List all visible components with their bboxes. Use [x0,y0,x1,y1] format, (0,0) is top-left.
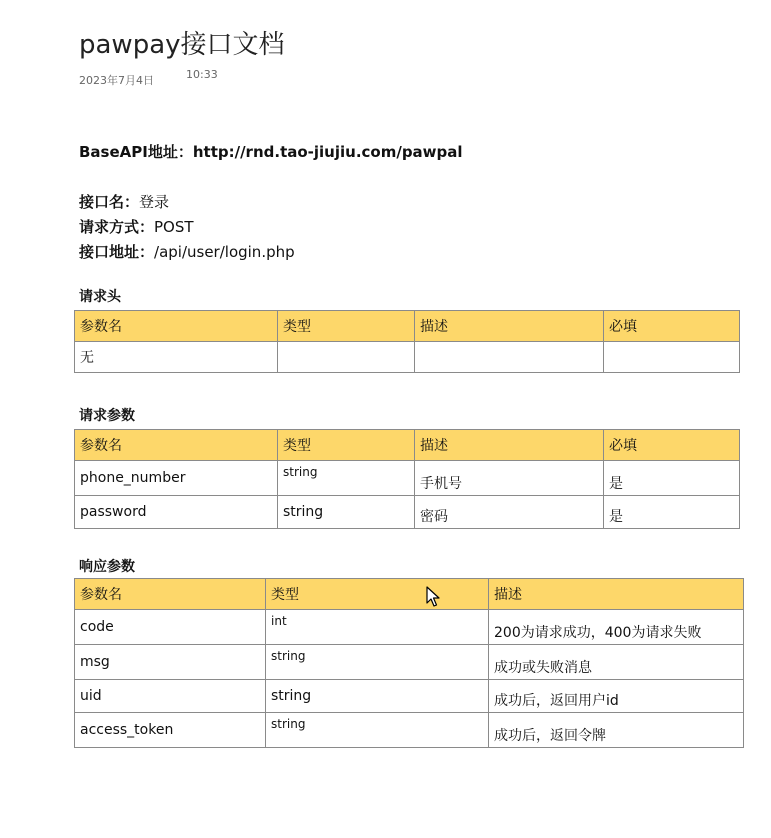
table-row [75,342,740,373]
table-cell [415,342,604,373]
table-row [75,610,744,645]
request-headers-title: 请求头 [79,289,121,305]
request-params-title: 请求参数 [79,408,135,424]
table-row [75,461,740,496]
table-cell: 是 [604,461,740,496]
table-cell: 密码 [415,496,604,529]
table-cell: 成功或失败消息 [489,645,744,680]
base-api-label: BaseAPI地址： [79,143,193,161]
request-method-line [79,216,194,237]
table-cell: phone_number [75,461,278,496]
page-title: pawpay接口文档 [79,30,285,60]
interface-name-line [79,191,169,212]
column-header: 参数名 [75,430,278,461]
table-cell: 200为请求成功，400为请求失败 [489,610,744,645]
table-cell: 无 [75,342,278,373]
response-params-table [74,578,744,748]
request-headers-table [74,310,740,373]
table-cell: 是 [604,496,740,529]
table-cell: 成功后，返回令牌 [489,713,744,748]
base-api-line [79,141,463,162]
interface-path-line [79,241,295,262]
table-cell: msg [75,645,266,680]
interface-path-label: 接口地址： [79,243,155,261]
table-cell [604,342,740,373]
table-cell [278,342,415,373]
table-cell: access_token [75,713,266,748]
table-header-row [75,579,744,610]
table-cell: password [75,496,278,529]
document-date: 2023年7月4日 [79,74,154,87]
column-header: 描述 [415,311,604,342]
table-row [75,645,744,680]
table-row [75,496,740,529]
base-api-url: http://rnd.tao-jiujiu.com/pawpal [192,143,463,161]
column-header: 描述 [489,579,744,610]
document-time: 10:33 [186,68,218,81]
interface-path-value: /api/user/login.php [154,243,295,261]
column-header: 参数名 [75,311,278,342]
table-cell: uid [75,680,266,713]
interface-name-label: 接口名： [79,193,140,211]
mouse-pointer-icon [426,586,440,608]
table-header-row [75,311,740,342]
response-params-title: 响应参数 [79,559,135,575]
table-cell: string [278,496,415,529]
table-cell: string [266,645,489,680]
column-header: 描述 [415,430,604,461]
column-header: 必填 [604,430,740,461]
column-header: 参数名 [75,579,266,610]
table-cell: int [266,610,489,645]
table-cell: string [278,461,415,496]
request-params-table [74,429,740,529]
table-cell: 手机号 [415,461,604,496]
table-row [75,680,744,713]
request-method-label: 请求方式： [79,218,155,236]
column-header: 类型 [278,311,415,342]
request-method-value: POST [154,218,194,236]
table-cell: string [266,713,489,748]
table-header-row [75,430,740,461]
table-cell: 成功后，返回用户id [489,680,744,713]
table-cell: code [75,610,266,645]
column-header: 类型 [278,430,415,461]
column-header: 必填 [604,311,740,342]
table-row [75,713,744,748]
table-cell: string [266,680,489,713]
interface-name-value: 登录 [139,193,170,211]
column-header: 类型 [266,579,489,610]
